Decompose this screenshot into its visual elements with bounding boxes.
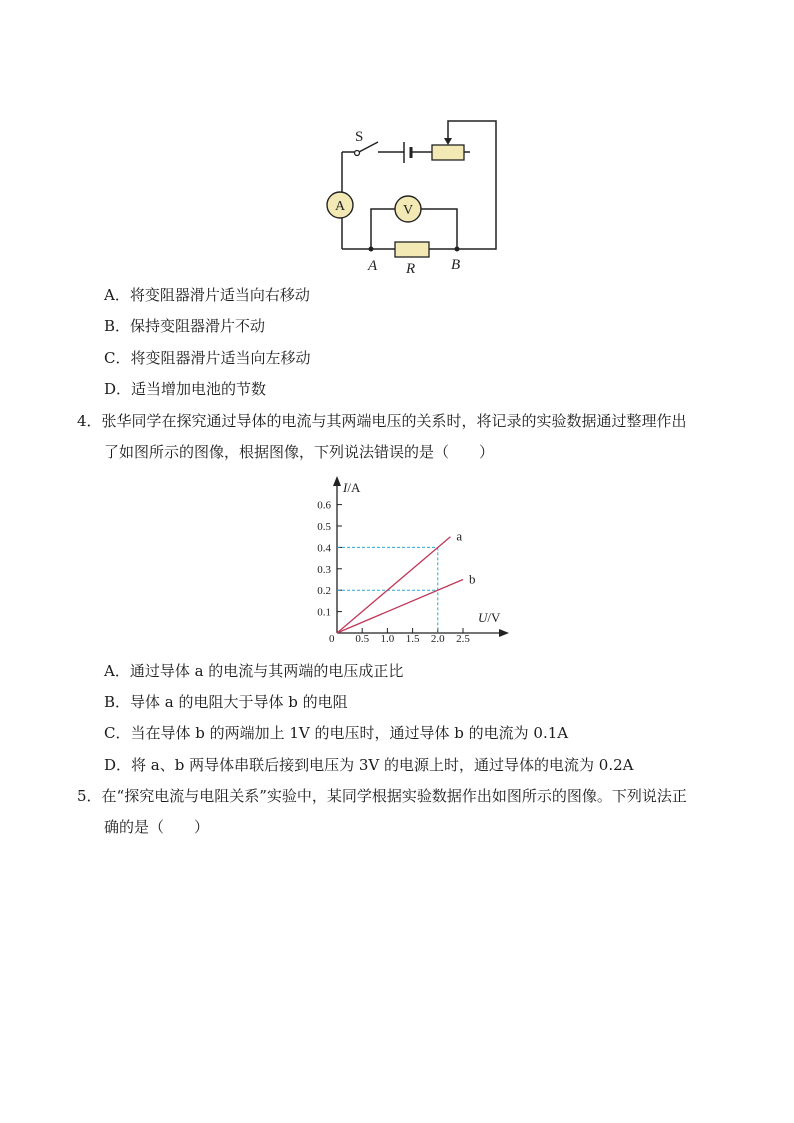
x-tick-label: 2.0 bbox=[430, 633, 445, 645]
q4-option-a: A．通过导体 a 的电流与其两端的电压成正比 bbox=[104, 662, 404, 680]
series-label-a: a bbox=[456, 528, 463, 544]
q3-option-c: C．将变阻器滑片适当向左移动 bbox=[104, 349, 311, 367]
origin-label: 0 bbox=[329, 633, 335, 645]
circuit-diagram bbox=[0, 0, 794, 300]
point-b-label: B bbox=[451, 257, 461, 273]
y-tick-label: 0.2 bbox=[317, 585, 331, 598]
resistor-r-label: R bbox=[406, 261, 416, 277]
q3-option-a: A．将变阻器滑片适当向右移动 bbox=[104, 286, 310, 304]
y-tick-label: 0.4 bbox=[317, 542, 331, 555]
voltmeter-label: V bbox=[402, 203, 414, 218]
q5-stem-line1: 5．在“探究电流与电阻关系”实验中，某同学根据实验数据作出如图所示的图像。下列说法正 bbox=[77, 787, 687, 805]
series-line-b bbox=[337, 580, 463, 634]
y-tick-label: 0.3 bbox=[317, 563, 331, 576]
y-axis-arrow bbox=[333, 476, 341, 486]
x-tick-label: 1.5 bbox=[405, 633, 420, 645]
series-label-b: b bbox=[469, 571, 476, 587]
switch-contact bbox=[355, 151, 360, 156]
q4-stem-line2: 了如图所示的图像，根据图像，下列说法错误的是（ ） bbox=[104, 443, 495, 461]
rheostat bbox=[432, 145, 464, 160]
q5-stem-line2: 确的是（ ） bbox=[104, 818, 210, 836]
y-tick-label: 0.5 bbox=[317, 521, 331, 533]
switch-label: S bbox=[355, 129, 364, 145]
junction-a bbox=[369, 247, 374, 252]
junction-b bbox=[455, 247, 460, 252]
point-a-label: A bbox=[368, 258, 378, 274]
x-axis-arrow bbox=[499, 629, 509, 637]
x-axis-label: U/V bbox=[478, 610, 501, 625]
slider-arrow bbox=[444, 138, 452, 145]
y-axis-label: I/A bbox=[343, 480, 361, 495]
q4-option-b: B．导体 a 的电阻大于导体 b 的电阻 bbox=[104, 693, 348, 711]
x-tick-label: 2.5 bbox=[456, 633, 470, 645]
series-line-a bbox=[337, 537, 450, 633]
y-tick-label: 0.1 bbox=[317, 606, 331, 619]
q3-option-d: D．适当增加电池的节数 bbox=[104, 380, 267, 398]
q4-option-d: D．将 a、b 两导体串联后接到电压为 3V 的电源上时，通过导体的电流为 0.2A bbox=[104, 756, 634, 774]
ammeter-label: A bbox=[334, 199, 346, 214]
resistor-r bbox=[395, 242, 429, 257]
x-tick-label: 0.5 bbox=[355, 633, 370, 645]
x-tick-label: 1.0 bbox=[380, 633, 395, 645]
q4-stem-line1: 4．张华同学在探究通过导体的电流与其两端电压的关系时，将记录的实验数据通过整理作出 bbox=[77, 412, 687, 430]
q3-option-b: B．保持变阻器滑片不动 bbox=[104, 317, 266, 335]
q4-option-c: C．当在导体 b 的两端加上 1V 的电压时，通过导体 b 的电流为 0.1A bbox=[104, 724, 569, 742]
y-tick-label: 0.6 bbox=[317, 499, 331, 512]
iu-graph bbox=[0, 470, 794, 670]
